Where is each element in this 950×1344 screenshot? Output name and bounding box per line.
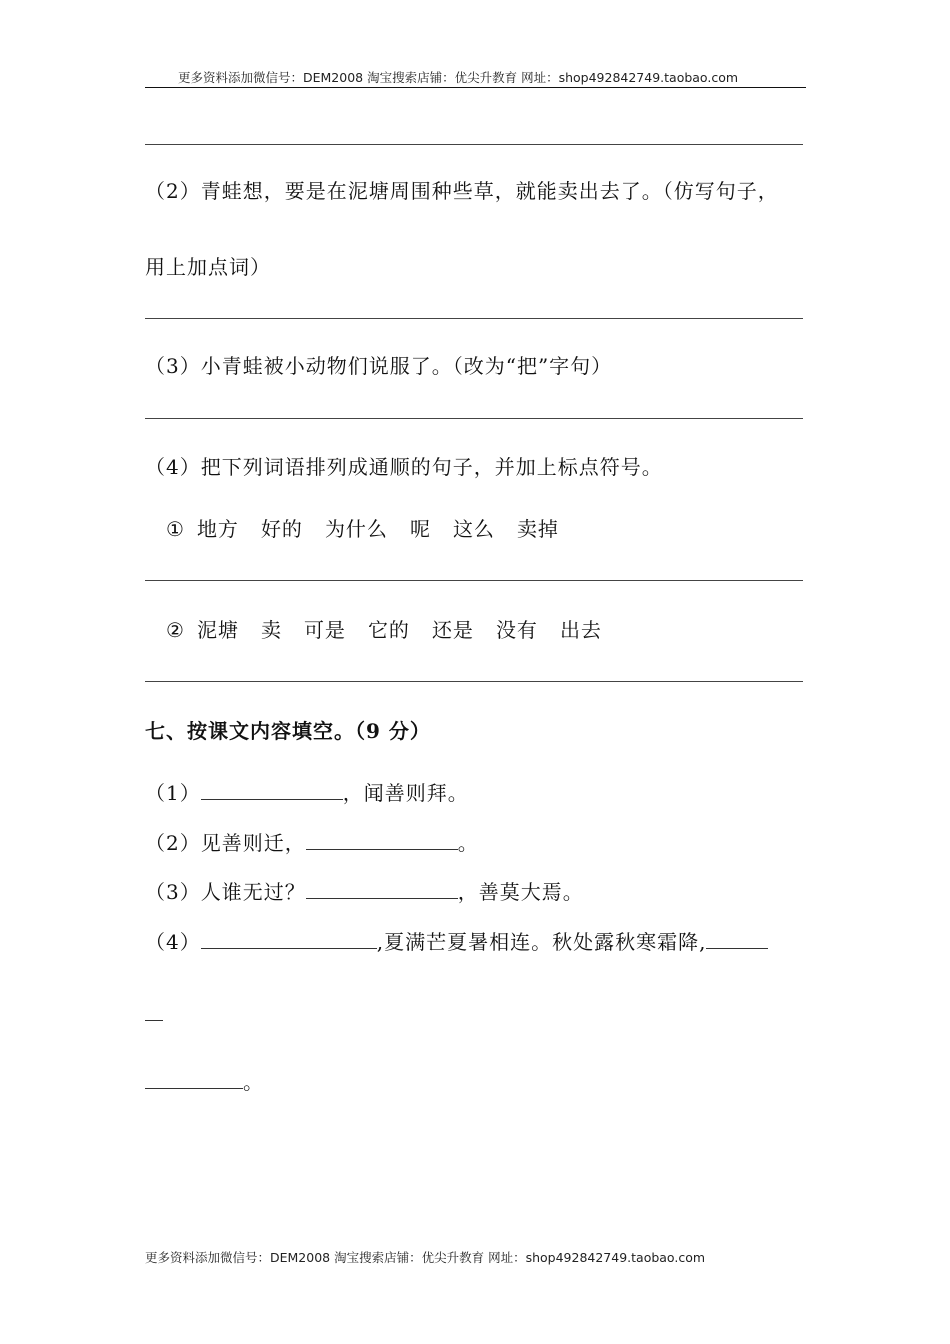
- question-2-line-2: 用上加点词）: [145, 255, 271, 279]
- page-footer: 更多资料添加微信号：DEM2008 淘宝搜索店铺：优尖升教育 网址：shop492842749.taobao.com: [145, 1250, 706, 1265]
- word-group-1: [166, 513, 581, 542]
- fill-question-2: [145, 827, 479, 856]
- header-rule: [145, 87, 806, 88]
- page-header: 更多资料添加微信号：DEM2008 淘宝搜索店铺：优尖升教育 网址：shop492842749.taobao.com: [178, 70, 739, 85]
- answer-line-4: [145, 580, 803, 581]
- word-item: 可是: [303, 618, 346, 642]
- fill-question-3: [145, 876, 584, 905]
- fill-blank-4[interactable]: [201, 930, 377, 949]
- fill-blank-6[interactable]: [145, 1070, 243, 1089]
- fill-q2-suffix: 。: [457, 831, 479, 855]
- word-item: 卖掉: [516, 517, 559, 541]
- fill-question-4: [145, 926, 768, 955]
- word-item: 这么: [452, 517, 495, 541]
- word-item: 出去: [559, 618, 602, 642]
- word-group-2: [166, 614, 624, 643]
- word-item: 卖: [260, 618, 282, 642]
- fill-blank-5a[interactable]: [706, 930, 768, 949]
- word-item: 它的: [367, 618, 410, 642]
- word-item: 没有: [495, 618, 538, 642]
- word-item: 好的: [260, 517, 303, 541]
- fill-blank-1[interactable]: [201, 781, 343, 800]
- question-2-line-1: （2）青蛙想，要是在泥塘周围种些草，就能卖出去了。（仿写句子，: [145, 179, 779, 203]
- word-item: 为什么: [324, 517, 388, 541]
- fill-blank-5b[interactable]: [145, 1020, 163, 1021]
- answer-line-5: [145, 681, 803, 682]
- fill-q4-prefix: （4）: [145, 930, 201, 954]
- word-group-1-number: ①: [166, 517, 185, 541]
- fill-q2-prefix: （2）见善则迁，: [145, 831, 306, 855]
- fill-blank-2[interactable]: [306, 831, 458, 850]
- word-item: 泥塘: [196, 618, 239, 642]
- word-group-2-number: ②: [166, 618, 185, 642]
- question-4: （4）把下列词语排列成通顺的句子，并加上标点符号。: [145, 455, 663, 479]
- word-item: 地方: [196, 517, 239, 541]
- fill-question-4-end: [145, 1066, 264, 1095]
- fill-question-1: [145, 777, 469, 806]
- word-item: 呢: [409, 517, 431, 541]
- answer-line-1: [145, 144, 803, 145]
- answer-line-3: [145, 418, 803, 419]
- fill-q1-suffix: ，闻善则拜。: [342, 781, 469, 805]
- fill-q3-suffix: ，善莫大焉。: [457, 880, 584, 904]
- fill-q3-prefix: （3）人谁无过？: [145, 880, 306, 904]
- fill-blank-3[interactable]: [306, 880, 458, 899]
- section-7-title: 七、按课文内容填空。（9 分）: [145, 719, 431, 743]
- fill-q4-end: 。: [243, 1070, 264, 1094]
- fill-q1-prefix: （1）: [145, 781, 201, 805]
- question-3: （3）小青蛙被小动物们说服了。（改为“把”字句）: [145, 354, 613, 378]
- word-item: 还是: [431, 618, 474, 642]
- answer-line-2: [145, 318, 803, 319]
- fill-q4-middle: ,夏满芒夏暑相连。秋处露秋寒霜降,: [376, 930, 707, 954]
